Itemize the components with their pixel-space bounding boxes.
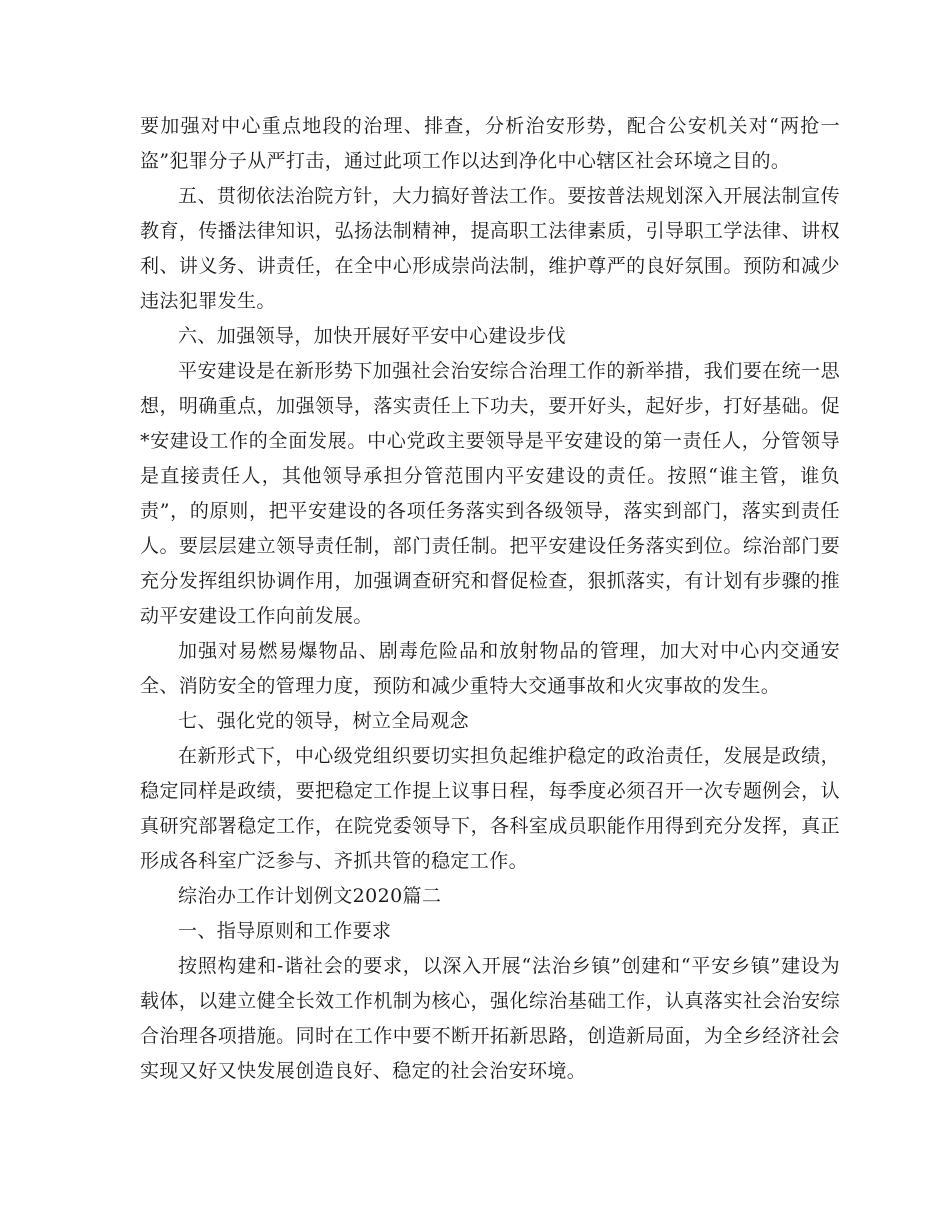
article-two-title: 综治办工作计划例文2020篇二 (178, 885, 442, 907)
document-body (140, 109, 840, 1089)
section-five-paragraph: 五、贯彻依法治院方针，大力搞好普法工作。要按普法规划深入开展法制宣传教育，传播法律知识，弘扬法制精神，提高职工法律素质，引导职工学法律、讲权利、讲义务、讲责任，在全中心形成崇尚法制，维护尊严的良好氛围。预防和减少违法犯罪发生。 (140, 185, 840, 312)
guiding-principles-heading: 一、指导原则和工作要求 (178, 920, 392, 942)
paragraph-continuation: 要加强对中心重点地段的治理、排查，分析治安形势，配合公安机关对“两抢一盗”犯罪分子从严打击，通过此项工作以达到净化中心辖区社会环境之目的。 (140, 115, 840, 172)
section-six-heading: 六、加强领导，加快开展好平安中心建设步伐 (178, 325, 567, 347)
section-seven-heading: 七、强化党的领导，树立全局观念 (178, 710, 470, 732)
section-six-paragraph: 平安建设是在新形势下加强社会治安综合治理工作的新举措，我们要在统一思想，明确重点，加强领导，落实责任上下功夫，要开好头，起好步，打好基础。促*安建设工作的全面发展。中心党政主要领导是平安建设的第一责任人，分管领导是直接责任人，其他领导承担分管范围内平安建设的责任。按照“谁主管，谁负责”，的原则，把平安建设的各项任务落实到各级领导，落实到部门，落实到责任人。要层层建立领导责任制，部门责任制。把平安建设任务落实到位。综治部门要充分发挥组织协调作用，加强调查研究和督促检查，狠抓落实，有计划有步骤的推动平安建设工作向前发展。 (140, 360, 840, 627)
safety-paragraph: 加强对易燃易爆物品、剧毒危险品和放射物品的管理，加大对中心内交通安全、消防安全的管理力度，预防和减少重特大交通事故和火灾事故的发生。 (140, 640, 840, 697)
section-seven-paragraph: 在新形式下，中心级党组织要切实担负起维护稳定的政治责任，发展是政绩，稳定同样是政绩，要把稳定工作提上议事日程，每季度必须召开一次专题例会，认真研究部署稳定工作，在院党委领导下，各科室成员职能作用得到充分发挥，真正形成各科室广泛参与、齐抓共管的稳定工作。 (140, 745, 840, 872)
guiding-principles-paragraph: 按照构建和-谐社会的要求，以深入开展“法治乡镇”创建和“平安乡镇”建设为载体，以建立健全长效工作机制为核心，强化综治基础工作，认真落实社会治安综合治理各项措施。同时在工作中要不断开拓新思路，创造新局面，为全乡经济社会实现又好又快发展创造良好、稳定的社会治安环境。 (140, 955, 840, 1082)
